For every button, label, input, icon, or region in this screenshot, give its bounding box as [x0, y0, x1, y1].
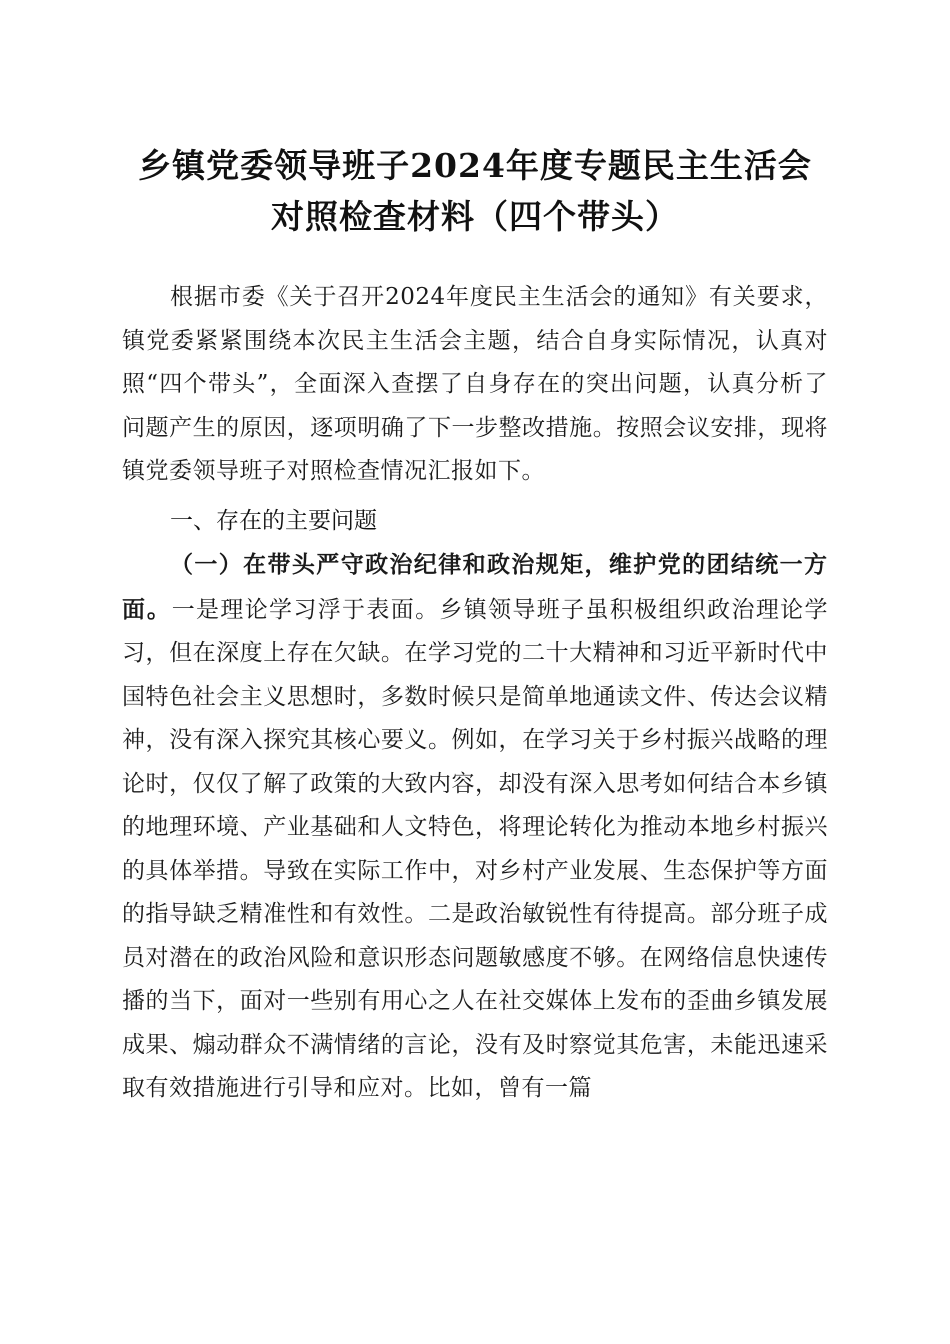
subsection-heading: （一）在带头严守政治纪律和政治规矩，维护党的团结统一方面。 [122, 551, 828, 623]
section-heading: 一、存在的主要问题 [170, 508, 377, 534]
section-paragraph [122, 543, 828, 1183]
subsection-body: 一是理论学习浮于表面。乡镇领导班子虽积极组织政治理论学习，但在深度上存在欠缺。在学习党的二十大精神和习近平新时代中国特色社会主义思想时，多数时候只是简单地通读文件、传达会议精神，没有深入探究其核心要义。例如，在学习关于乡村振兴战略的理论时，仅仅了解了政策的大致内容，却没有深入思考如何结合本乡镇的地理环境、产业基础和人文特色，将理论转化为推动本地乡村振兴的具体举措。导致在实际工作中，对乡村产业发展、生态保护等方面的指导缺乏精准性和有效性。二是政治敏锐性有待提高。部分班子成员对潜在的政治风险和意识形态问题敏感度不够。在网络信息快速传播的当下，面对一些别有用心之人在社交媒体上发布的歪曲乡镇发展成果、煽动群众不满情绪的言论，没有及时察觉其危害，未能迅速采取有效措施进行引导和应对。比如，曾有一篇 [122, 596, 828, 1101]
intro-paragraph: 根据市委《关于召开2024年度民主生活会的通知》有关要求，镇党委紧紧围绕本次民主生活会主题，结合自身实际情况，认真对照“四个带头”，全面深入查摆了自身存在的突出问题，认真分析了问题产生的原因，逐项明确了下一步整改措施。按照会议安排，现将镇党委领导班子对照检查情况汇报如下。 [122, 284, 828, 484]
document-title-line-2: 对照检查材料（四个带头） [271, 197, 679, 236]
document-title-line-1: 乡镇党委领导班子2024年度专题民主生活会 [138, 146, 812, 185]
